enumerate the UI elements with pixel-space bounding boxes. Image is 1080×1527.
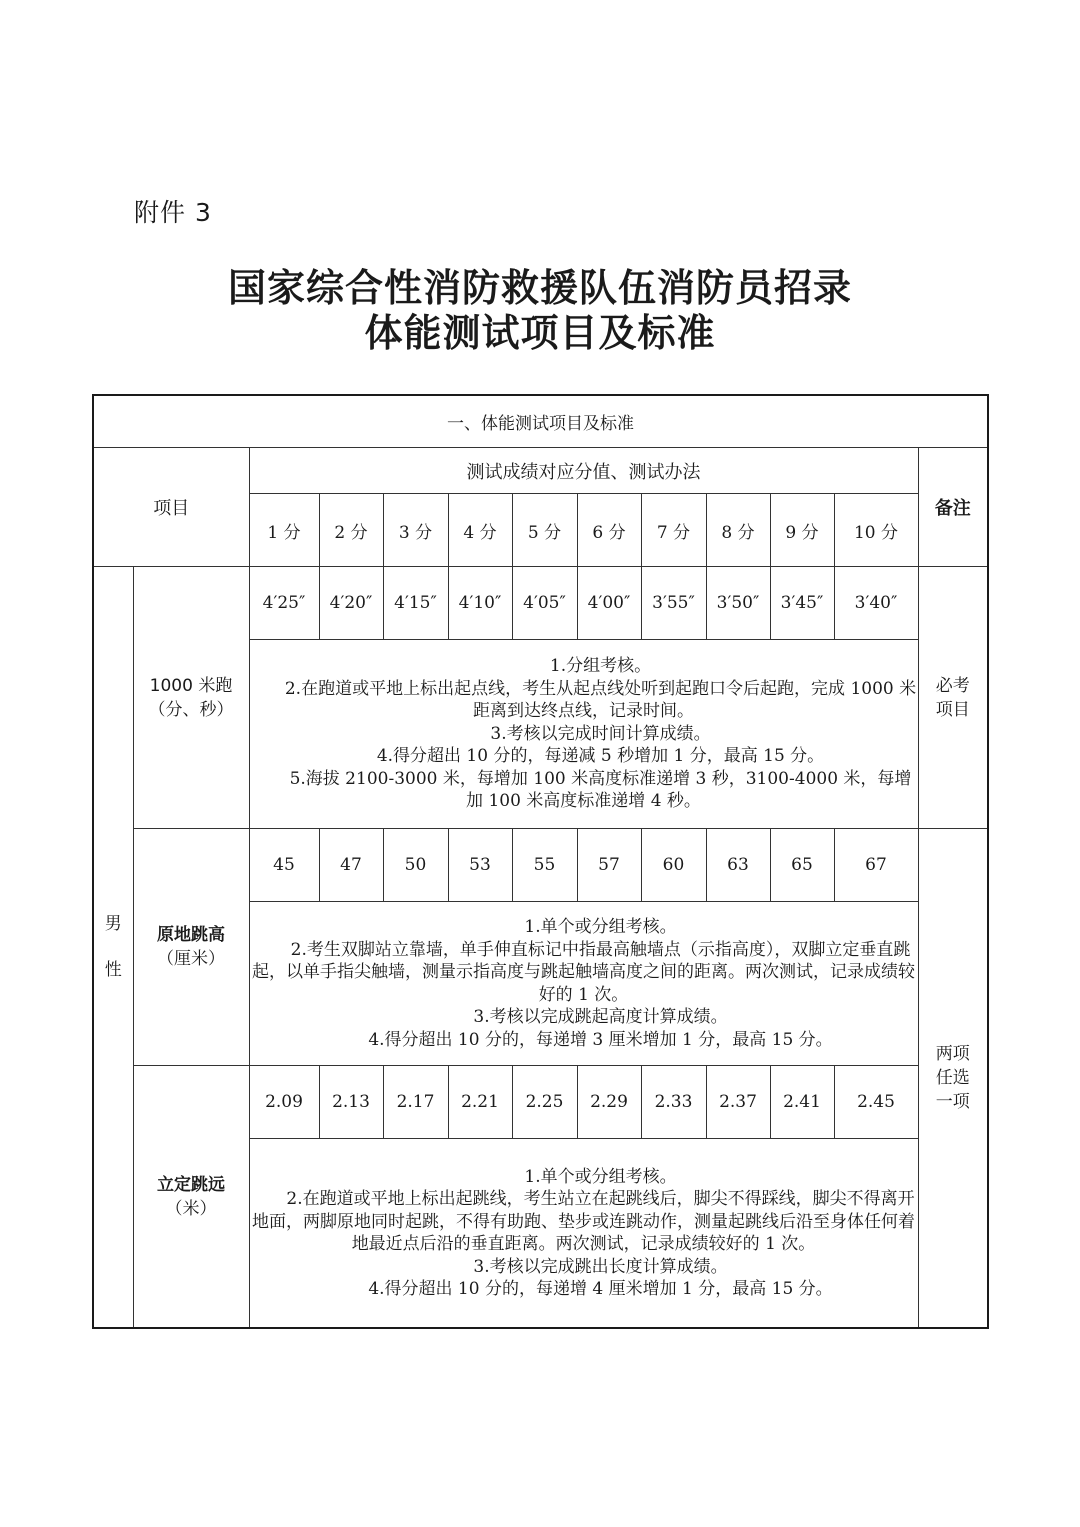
header-scores-caption: 测试成绩对应分值、测试办法: [249, 448, 918, 494]
score-value: 65: [770, 829, 834, 902]
score-value: 53: [448, 829, 512, 902]
method-line: 4.得分超出 10 分的，每递增 3 厘米增加 1 分，最高 15 分。: [368, 1029, 833, 1050]
attachment-label: 附件 3: [134, 198, 212, 227]
remark-line-1: 两项: [935, 1044, 970, 1064]
score-label: 4 分: [448, 494, 512, 567]
score-value: 57: [577, 829, 641, 902]
score-value: 4′10″: [448, 567, 512, 640]
item-name-line-1: 立定跳远: [157, 1174, 225, 1195]
method-line: 2.考生双脚站立靠墙，单手伸直标记中指最高触墙点（示指高度），双脚立定垂直跳起，以单手指尖触墙，测量示指高度与跳起触墙高度之间的距离。两次测试，记录成绩较好的 1 次。: [252, 939, 915, 1005]
score-value: 67: [834, 829, 918, 902]
section-title: 一、体能测试项目及标准: [93, 395, 988, 448]
longjump-values-row: [93, 1066, 988, 1139]
remark-choose-one: [918, 829, 988, 1329]
item-name-run: [133, 567, 249, 829]
method-line: 1.单个或分组考核。: [524, 1166, 677, 1187]
score-value: 45: [249, 829, 319, 902]
score-value: 2.37: [706, 1066, 770, 1139]
item-name-line-2: （分、秒）: [148, 699, 234, 720]
gender-char-1: 男: [104, 914, 122, 934]
score-value: 3′40″: [834, 567, 918, 640]
remark-line-2: 任选: [935, 1068, 970, 1088]
score-label: 3 分: [383, 494, 448, 567]
score-value: 3′50″: [706, 567, 770, 640]
score-label: 2 分: [319, 494, 383, 567]
score-value: 2.25: [512, 1066, 577, 1139]
score-label: 6 分: [577, 494, 641, 567]
header-remark: 备注: [918, 448, 988, 567]
score-value: 55: [512, 829, 577, 902]
test-method-longjump: [249, 1139, 918, 1329]
score-value: 60: [641, 829, 706, 902]
score-label: 5 分: [512, 494, 577, 567]
score-value: 2.21: [448, 1066, 512, 1139]
item-name-highjump: [133, 829, 249, 1066]
item-name-longjump: [133, 1066, 249, 1329]
item-name-line-2: （厘米）: [157, 949, 225, 969]
method-line: 5.海拔 2100-3000 米，每增加 100 米高度标准递增 3 秒，3100-4000 米，每增加 100 米高度标准递增 4 秒。: [289, 768, 912, 812]
gender-char-2: 性: [104, 960, 122, 980]
score-value: 2.41: [770, 1066, 834, 1139]
score-value: 4′05″: [512, 567, 577, 640]
run-values-row: [93, 567, 988, 640]
remark-line-3: 一项: [935, 1092, 970, 1112]
remark-line-1: 必考: [935, 675, 970, 696]
score-value: 3′45″: [770, 567, 834, 640]
score-value: 50: [383, 829, 448, 902]
score-value: 63: [706, 829, 770, 902]
method-line: 3.考核以完成跳出长度计算成绩。: [473, 1256, 728, 1277]
score-value: 2.09: [249, 1066, 319, 1139]
score-label: 9 分: [770, 494, 834, 567]
method-line: 2.在跑道或平地上标出起跳线，考生站立在起跳线后，脚尖不得踩线，脚尖不得离开地面，两脚原地同时起跳，不得有助跑、垫步或连跳动作，测量起跳线后沿至身体任何着地最近点后沿的垂直距离。两次测试，记录成绩较好的 1 次。: [252, 1189, 915, 1254]
test-method-run: [249, 640, 918, 829]
method-line: 3.考核以完成跳起高度计算成绩。: [473, 1007, 728, 1027]
score-value: 2.45: [834, 1066, 918, 1139]
score-value: 2.13: [319, 1066, 383, 1139]
remark-required: [918, 567, 988, 829]
score-value: 3′55″: [641, 567, 706, 640]
score-value: 4′00″: [577, 567, 641, 640]
score-label: 10 分: [834, 494, 918, 567]
header-row-1: [93, 448, 988, 494]
method-line: 3.考核以完成时间计算成绩。: [490, 723, 711, 744]
header-item: 项目: [93, 448, 249, 567]
method-line: 2.在跑道或平地上标出起点线，考生从起点线处听到起跑口令后起跑，完成 1000 米距离到达终点线，记录时间。: [284, 678, 917, 722]
score-value: 4′15″: [383, 567, 448, 640]
item-name-line-1: 原地跳高: [157, 925, 225, 945]
score-value: 47: [319, 829, 383, 902]
score-value: 4′20″: [319, 567, 383, 640]
item-name-line-1: 1000 米跑: [149, 675, 233, 696]
score-value: 4′25″: [249, 567, 319, 640]
score-label: 1 分: [249, 494, 319, 567]
score-value: 2.29: [577, 1066, 641, 1139]
section-title-row: [93, 395, 988, 448]
method-line: 1.单个或分组考核。: [524, 917, 677, 937]
document-title-line-1: 国家综合性消防救援队伍消防员招录: [227, 265, 852, 310]
highjump-values-row: [93, 829, 988, 902]
remark-line-2: 项目: [935, 699, 970, 720]
score-label: 7 分: [641, 494, 706, 567]
test-method-highjump: [249, 902, 918, 1066]
item-name-line-2: （米）: [165, 1198, 217, 1219]
method-line: 4.得分超出 10 分的，每递增 4 厘米增加 1 分，最高 15 分。: [368, 1279, 833, 1299]
standards-table: [92, 394, 989, 1329]
score-value: 2.33: [641, 1066, 706, 1139]
method-line: 1.分组考核。: [549, 656, 652, 677]
gender-cell: [93, 567, 133, 1329]
document-title-line-2: 体能测试项目及标准: [364, 310, 716, 355]
score-label: 8 分: [706, 494, 770, 567]
score-value: 2.17: [383, 1066, 448, 1139]
method-line: 4.得分超出 10 分的，每递减 5 秒增加 1 分，最高 15 分。: [376, 746, 825, 767]
